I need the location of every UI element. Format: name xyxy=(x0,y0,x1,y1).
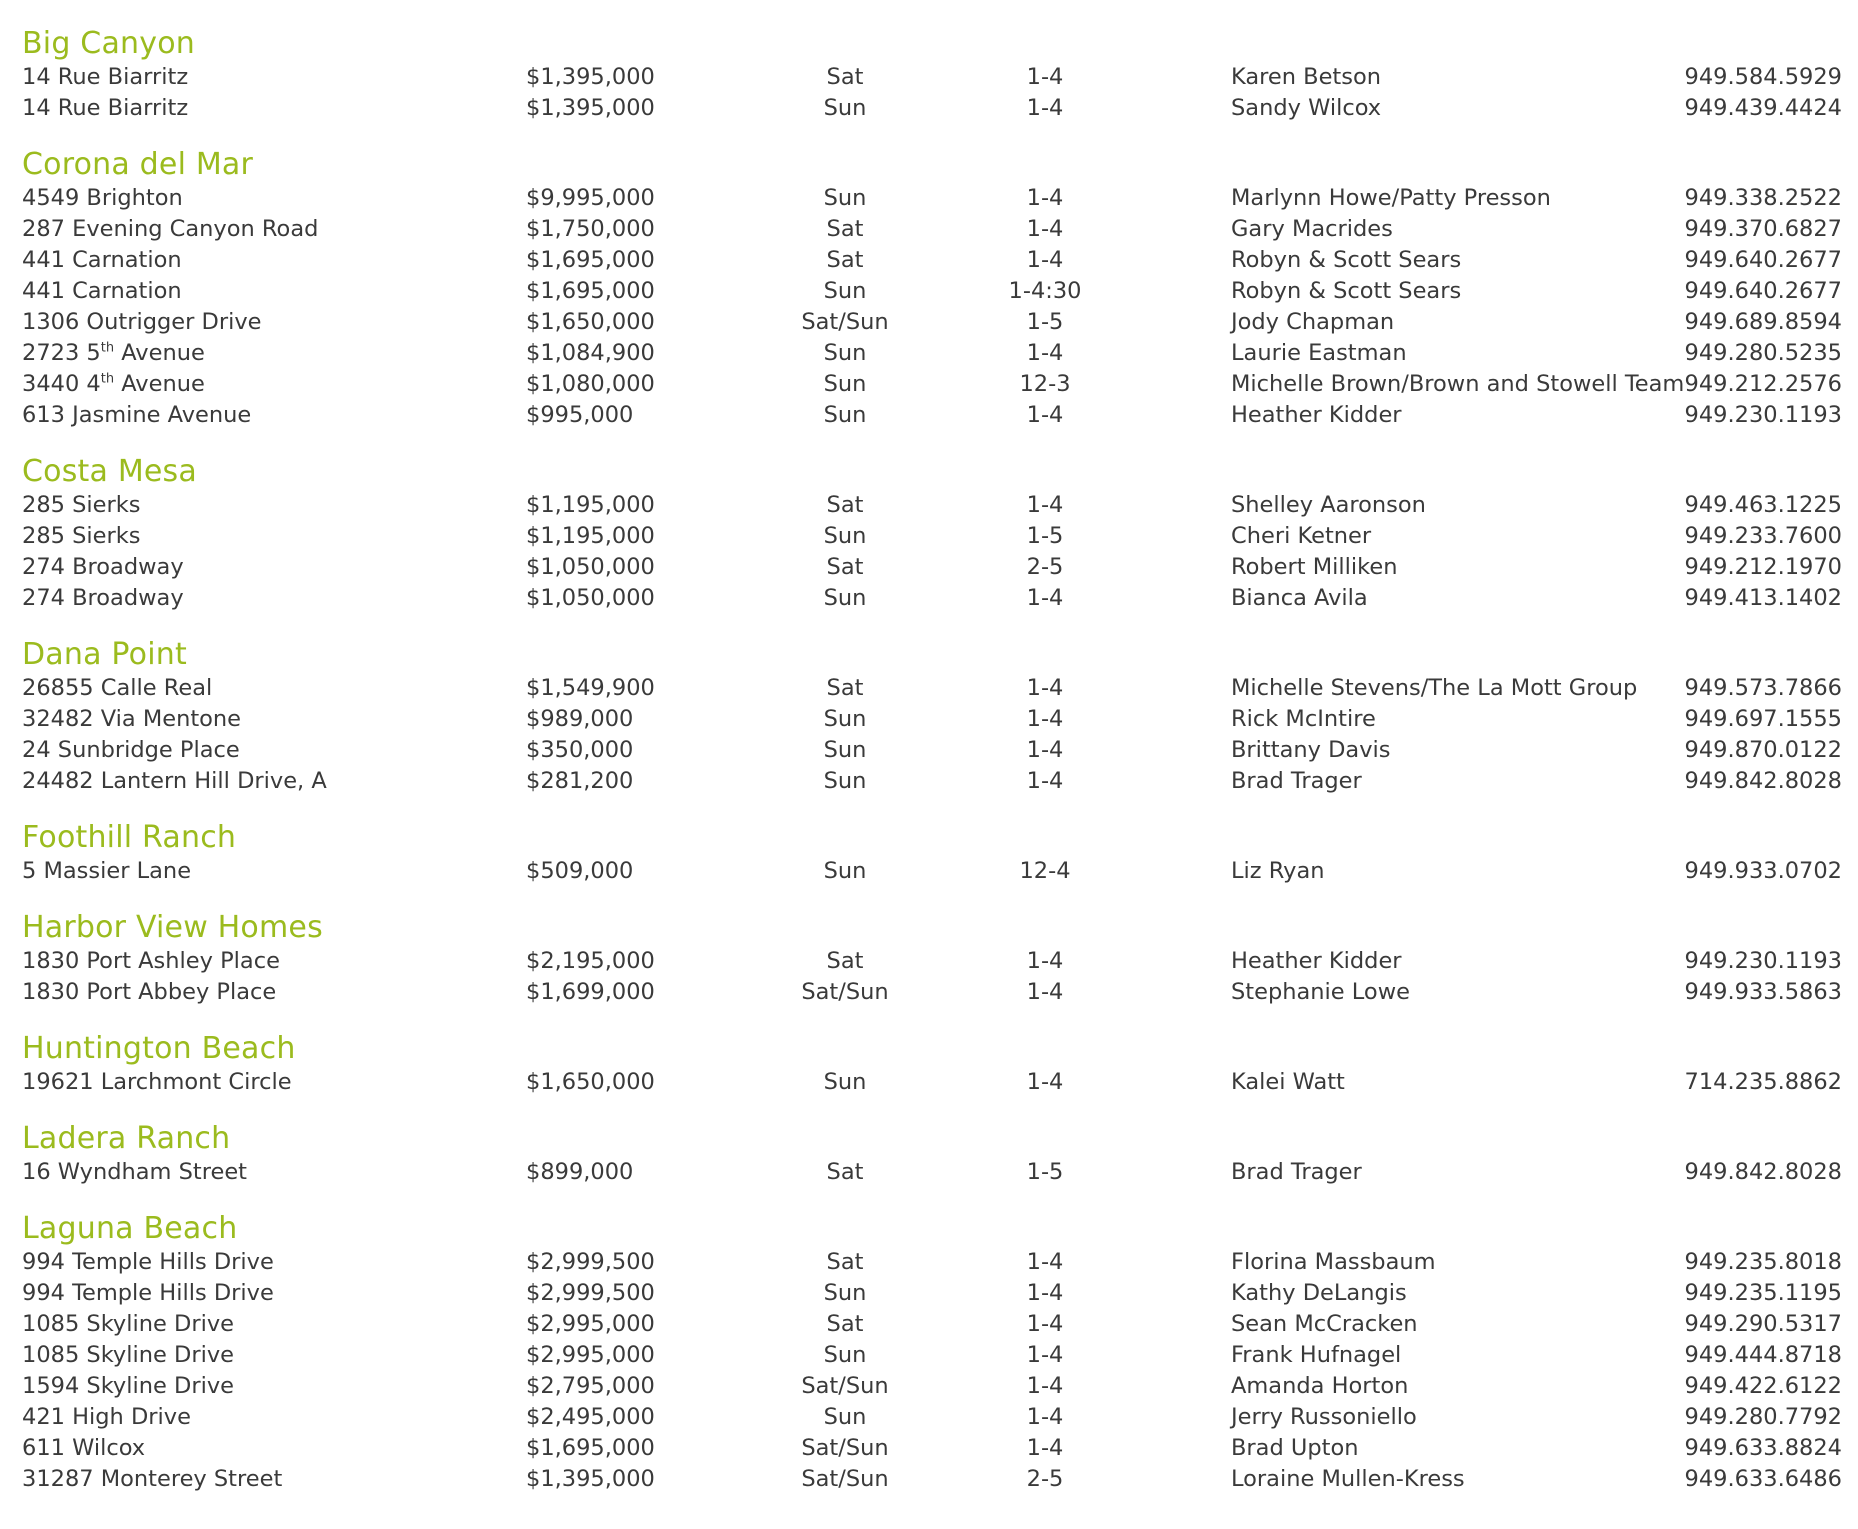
ordinal-suffix: th xyxy=(100,371,115,387)
listing-price: $1,080,000 xyxy=(526,371,655,397)
listing-address: 994 Temple Hills Drive xyxy=(22,1280,274,1306)
listing-price: $1,695,000 xyxy=(526,278,655,304)
listing-price: $9,995,000 xyxy=(526,185,655,211)
listing-price: $1,395,000 xyxy=(526,95,655,121)
listing-day: Sat/Sun xyxy=(801,1373,889,1399)
listing-row xyxy=(22,552,1842,583)
listing-row xyxy=(22,1402,1842,1433)
listing-day: Sun xyxy=(823,95,867,121)
listing-price: $1,549,900 xyxy=(526,675,655,701)
listing-phone: 949.640.2677 xyxy=(1684,247,1842,273)
listing-day: Sun xyxy=(823,737,867,763)
listing-agent: Brad Upton xyxy=(1231,1435,1359,1461)
listing-address: 16 Wyndham Street xyxy=(22,1159,247,1185)
listing-day: Sat/Sun xyxy=(801,1435,889,1461)
listing-time: 1-4 xyxy=(1026,1311,1064,1337)
listing-time: 1-4 xyxy=(1026,979,1064,1005)
listing-price: $2,995,000 xyxy=(526,1311,655,1337)
listing-price: $1,395,000 xyxy=(526,64,655,90)
area-title: Ladera Ranch xyxy=(22,1121,231,1156)
listing-price: $350,000 xyxy=(526,737,634,763)
listing-row xyxy=(22,369,1842,400)
listing-day: Sat xyxy=(826,216,864,242)
area-section xyxy=(22,910,1842,1008)
listing-price: $1,650,000 xyxy=(526,1069,655,1095)
listing-address: 14 Rue Biarritz xyxy=(22,95,189,121)
listing-address: 1085 Skyline Drive xyxy=(22,1342,234,1368)
listing-agent: Heather Kidder xyxy=(1231,948,1402,974)
listing-phone: 949.933.0702 xyxy=(1684,858,1842,884)
listing-day: Sat/Sun xyxy=(801,1466,889,1492)
listing-agent: Heather Kidder xyxy=(1231,402,1402,428)
listing-row xyxy=(22,1371,1842,1402)
listing-time: 1-4 xyxy=(1026,585,1064,611)
listing-time: 1-4 xyxy=(1026,492,1064,518)
listing-phone: 949.370.6827 xyxy=(1684,216,1842,242)
listing-day: Sun xyxy=(823,402,867,428)
listing-agent: Kalei Watt xyxy=(1231,1069,1345,1095)
listing-address: 14 Rue Biarritz xyxy=(22,64,189,90)
listing-agent: Brad Trager xyxy=(1231,1159,1362,1185)
listing-time: 2-5 xyxy=(1026,554,1064,580)
listing-day: Sat xyxy=(826,1249,864,1275)
listing-phone: 949.689.8594 xyxy=(1684,309,1842,335)
listing-agent: Sandy Wilcox xyxy=(1231,95,1382,121)
area-title: Laguna Beach xyxy=(22,1211,238,1246)
listing-phone: 949.933.5863 xyxy=(1684,979,1842,1005)
listing-row xyxy=(22,1278,1842,1309)
listing-address: 31287 Monterey Street xyxy=(22,1466,283,1492)
listing-row xyxy=(22,338,1842,369)
area-title: Foothill Ranch xyxy=(22,820,237,855)
listing-address: 274 Broadway xyxy=(22,554,184,580)
listing-day: Sat/Sun xyxy=(801,309,889,335)
area-section xyxy=(22,26,1842,124)
listing-row xyxy=(22,583,1842,614)
listing-address: 1306 Outrigger Drive xyxy=(22,309,262,335)
listing-agent: Michelle Brown/Brown and Stowell Team xyxy=(1231,371,1685,397)
listing-agent: Frank Hufnagel xyxy=(1231,1342,1402,1368)
listing-row xyxy=(22,977,1842,1008)
listing-price: $1,050,000 xyxy=(526,585,655,611)
listing-address xyxy=(22,369,205,400)
listing-agent: Stephanie Lowe xyxy=(1231,979,1410,1005)
listing-address: 285 Sierks xyxy=(22,523,141,549)
listing-row xyxy=(22,93,1842,124)
area-section xyxy=(22,1121,1842,1188)
listing-time: 1-4 xyxy=(1026,64,1064,90)
area-title: Costa Mesa xyxy=(22,454,197,489)
listing-agent: Sean McCracken xyxy=(1231,1311,1418,1337)
listing-day: Sat xyxy=(826,675,864,701)
area-section xyxy=(22,637,1842,797)
listing-row xyxy=(22,1340,1842,1371)
address-number: 2723 5 xyxy=(22,340,101,366)
listing-time: 12-3 xyxy=(1019,371,1071,397)
listing-phone: 949.338.2522 xyxy=(1684,185,1842,211)
area-title: Harbor View Homes xyxy=(22,910,323,945)
listing-agent: Kathy DeLangis xyxy=(1231,1280,1407,1306)
listing-agent: Amanda Horton xyxy=(1231,1373,1409,1399)
listing-row xyxy=(22,490,1842,521)
listing-time: 1-4 xyxy=(1026,216,1064,242)
listing-agent: Loraine Mullen-Kress xyxy=(1231,1466,1465,1492)
listing-time: 1-4 xyxy=(1026,1069,1064,1095)
listing-price: $2,495,000 xyxy=(526,1404,655,1430)
listing-day: Sun xyxy=(823,1342,867,1368)
listing-price: $1,699,000 xyxy=(526,979,655,1005)
listing-row xyxy=(22,214,1842,245)
listing-address: 1830 Port Abbey Place xyxy=(22,979,277,1005)
area-title: Corona del Mar xyxy=(22,147,254,182)
ordinal-suffix: th xyxy=(100,340,115,356)
listing-price: $1,050,000 xyxy=(526,554,655,580)
listing-price: $2,995,000 xyxy=(526,1342,655,1368)
listing-row xyxy=(22,1157,1842,1188)
area-title: Huntington Beach xyxy=(22,1031,296,1066)
listing-agent: Brad Trager xyxy=(1231,768,1362,794)
listing-time: 1-5 xyxy=(1026,523,1064,549)
listing-row xyxy=(22,1433,1842,1464)
address-number: 3440 4 xyxy=(22,371,101,397)
listing-day: Sun xyxy=(823,523,867,549)
listing-price: $1,695,000 xyxy=(526,247,655,273)
listing-row xyxy=(22,856,1842,887)
listing-address: 287 Evening Canyon Road xyxy=(22,216,319,242)
listing-phone: 949.633.8824 xyxy=(1684,1435,1842,1461)
listing-address: 1085 Skyline Drive xyxy=(22,1311,234,1337)
listing-price: $281,200 xyxy=(526,768,634,794)
listing-address: 1830 Port Ashley Place xyxy=(22,948,280,974)
listing-row xyxy=(22,735,1842,766)
listing-time: 1-4 xyxy=(1026,1373,1064,1399)
listing-address: 4549 Brighton xyxy=(22,185,183,211)
listing-price: $2,999,500 xyxy=(526,1280,655,1306)
area-section xyxy=(22,1211,1842,1495)
listing-time: 1-5 xyxy=(1026,309,1064,335)
listing-day: Sat xyxy=(826,64,864,90)
listing-address: 26855 Calle Real xyxy=(22,675,213,701)
listing-row xyxy=(22,307,1842,338)
listing-phone: 949.235.1195 xyxy=(1684,1280,1842,1306)
listing-time: 1-4 xyxy=(1026,340,1064,366)
listing-phone: 949.230.1193 xyxy=(1684,948,1842,974)
listing-day: Sat xyxy=(826,554,864,580)
listing-time: 2-5 xyxy=(1026,1466,1064,1492)
listing-phone: 949.235.8018 xyxy=(1684,1249,1842,1275)
listing-phone: 949.640.2677 xyxy=(1684,278,1842,304)
listing-day: Sun xyxy=(823,1280,867,1306)
listing-row xyxy=(22,1464,1842,1495)
listing-time: 1-4 xyxy=(1026,1280,1064,1306)
listing-time: 1-4:30 xyxy=(1008,278,1082,304)
listing-phone: 949.212.2576 xyxy=(1684,371,1842,397)
listing-day: Sun xyxy=(823,371,867,397)
address-street: Avenue xyxy=(114,340,205,366)
listing-time: 1-4 xyxy=(1026,247,1064,273)
listing-time: 1-4 xyxy=(1026,706,1064,732)
listing-row xyxy=(22,245,1842,276)
area-title: Dana Point xyxy=(22,637,187,672)
listing-agent: Jerry Russoniello xyxy=(1231,1404,1417,1430)
listing-agent: Liz Ryan xyxy=(1231,858,1325,884)
listing-time: 1-4 xyxy=(1026,95,1064,121)
listing-time: 1-4 xyxy=(1026,185,1064,211)
listing-agent: Karen Betson xyxy=(1231,64,1382,90)
listing-time: 1-4 xyxy=(1026,1249,1064,1275)
listing-price: $1,195,000 xyxy=(526,523,655,549)
listing-phone: 714.235.8862 xyxy=(1684,1069,1842,1095)
listing-phone: 949.870.0122 xyxy=(1684,737,1842,763)
listing-address: 441 Carnation xyxy=(22,247,182,273)
listing-phone: 949.439.4424 xyxy=(1684,95,1842,121)
listing-address: 274 Broadway xyxy=(22,585,184,611)
listing-time: 1-4 xyxy=(1026,1435,1064,1461)
listing-phone: 949.212.1970 xyxy=(1684,554,1842,580)
area-section xyxy=(22,820,1842,887)
listing-day: Sun xyxy=(823,340,867,366)
listing-phone: 949.233.7600 xyxy=(1684,523,1842,549)
open-house-listings xyxy=(22,26,1842,1518)
area-section xyxy=(22,1031,1842,1098)
listing-price: $509,000 xyxy=(526,858,634,884)
area-title: Big Canyon xyxy=(22,26,195,61)
listing-time: 1-4 xyxy=(1026,1404,1064,1430)
listing-address: 285 Sierks xyxy=(22,492,141,518)
listing-day: Sat xyxy=(826,247,864,273)
listing-row xyxy=(22,704,1842,735)
listing-agent: Robyn & Scott Sears xyxy=(1231,278,1462,304)
listing-day: Sun xyxy=(823,585,867,611)
listing-row xyxy=(22,183,1842,214)
listing-agent: Cheri Ketner xyxy=(1231,523,1372,549)
listing-time: 1-5 xyxy=(1026,1159,1064,1185)
listing-price: $1,395,000 xyxy=(526,1466,655,1492)
listing-agent: Florina Massbaum xyxy=(1231,1249,1436,1275)
listing-address: 613 Jasmine Avenue xyxy=(22,402,252,428)
listing-price: $1,084,900 xyxy=(526,340,655,366)
listing-price: $995,000 xyxy=(526,402,634,428)
listing-row xyxy=(22,673,1842,704)
listing-day: Sun xyxy=(823,706,867,732)
listing-price: $1,695,000 xyxy=(526,1435,655,1461)
listing-row xyxy=(22,1309,1842,1340)
listing-address: 19621 Larchmont Circle xyxy=(22,1069,292,1095)
listing-phone: 949.633.6486 xyxy=(1684,1466,1842,1492)
listing-day: Sun xyxy=(823,858,867,884)
listing-row xyxy=(22,62,1842,93)
listing-phone: 949.697.1555 xyxy=(1684,706,1842,732)
listing-time: 1-4 xyxy=(1026,948,1064,974)
listing-phone: 949.444.8718 xyxy=(1684,1342,1842,1368)
listing-time: 1-4 xyxy=(1026,768,1064,794)
listing-day: Sun xyxy=(823,1069,867,1095)
area-section xyxy=(22,454,1842,614)
listing-time: 1-4 xyxy=(1026,1342,1064,1368)
listing-address: 24 Sunbridge Place xyxy=(22,737,240,763)
listing-agent: Robert Milliken xyxy=(1231,554,1398,580)
listing-price: $899,000 xyxy=(526,1159,634,1185)
listing-address: 1594 Skyline Drive xyxy=(22,1373,234,1399)
listing-day: Sat xyxy=(826,1311,864,1337)
listing-agent: Michelle Stevens/The La Mott Group xyxy=(1231,675,1638,701)
listing-day: Sat xyxy=(826,948,864,974)
listing-phone: 949.842.8028 xyxy=(1684,1159,1842,1185)
listing-row xyxy=(22,276,1842,307)
listing-day: Sat xyxy=(826,492,864,518)
listing-agent: Jody Chapman xyxy=(1231,309,1395,335)
listing-phone: 949.280.7792 xyxy=(1684,1404,1842,1430)
listing-price: $1,750,000 xyxy=(526,216,655,242)
listing-row xyxy=(22,766,1842,797)
listing-row xyxy=(22,1247,1842,1278)
listing-agent: Laurie Eastman xyxy=(1231,340,1407,366)
listing-agent: Rick McIntire xyxy=(1231,706,1376,732)
listing-agent: Bianca Avila xyxy=(1231,585,1368,611)
listing-phone: 949.230.1193 xyxy=(1684,402,1842,428)
listing-day: Sun xyxy=(823,1404,867,1430)
listing-phone: 949.290.5317 xyxy=(1684,1311,1842,1337)
listing-price: $1,195,000 xyxy=(526,492,655,518)
listing-day: Sun xyxy=(823,768,867,794)
listing-agent: Brittany Davis xyxy=(1231,737,1391,763)
listing-time: 1-4 xyxy=(1026,402,1064,428)
listing-row xyxy=(22,1067,1842,1098)
listing-agent: Gary Macrides xyxy=(1231,216,1393,242)
listing-day: Sat/Sun xyxy=(801,979,889,1005)
listing-day: Sun xyxy=(823,278,867,304)
listing-row xyxy=(22,400,1842,431)
listing-phone: 949.842.8028 xyxy=(1684,768,1842,794)
listing-price: $2,195,000 xyxy=(526,948,655,974)
listing-price: $989,000 xyxy=(526,706,634,732)
area-section xyxy=(22,147,1842,431)
listing-phone: 949.413.1402 xyxy=(1684,585,1842,611)
listing-address: 421 High Drive xyxy=(22,1404,191,1430)
listing-phone: 949.422.6122 xyxy=(1684,1373,1842,1399)
listing-phone: 949.463.1225 xyxy=(1684,492,1842,518)
listing-address: 441 Carnation xyxy=(22,278,182,304)
listing-day: Sun xyxy=(823,185,867,211)
listing-address: 24482 Lantern Hill Drive, A xyxy=(22,768,327,794)
listing-time: 1-4 xyxy=(1026,737,1064,763)
listing-agent: Shelley Aaronson xyxy=(1231,492,1426,518)
listing-phone: 949.584.5929 xyxy=(1684,64,1842,90)
listing-time: 12-4 xyxy=(1019,858,1071,884)
listing-phone: 949.280.5235 xyxy=(1684,340,1842,366)
listing-row xyxy=(22,521,1842,552)
listing-address: 32482 Via Mentone xyxy=(22,706,242,732)
address-street: Avenue xyxy=(114,371,205,397)
listing-agent: Marlynn Howe/Patty Presson xyxy=(1231,185,1551,211)
listing-address xyxy=(22,338,205,369)
listing-phone: 949.573.7866 xyxy=(1684,675,1842,701)
listing-price: $2,795,000 xyxy=(526,1373,655,1399)
listing-time: 1-4 xyxy=(1026,675,1064,701)
listing-address: 5 Massier Lane xyxy=(22,858,192,884)
listing-price: $2,999,500 xyxy=(526,1249,655,1275)
listing-address: 994 Temple Hills Drive xyxy=(22,1249,274,1275)
listing-row xyxy=(22,946,1842,977)
listing-day: Sat xyxy=(826,1159,864,1185)
listing-price: $1,650,000 xyxy=(526,309,655,335)
listing-address: 611 Wilcox xyxy=(22,1435,146,1461)
listing-agent: Robyn & Scott Sears xyxy=(1231,247,1462,273)
